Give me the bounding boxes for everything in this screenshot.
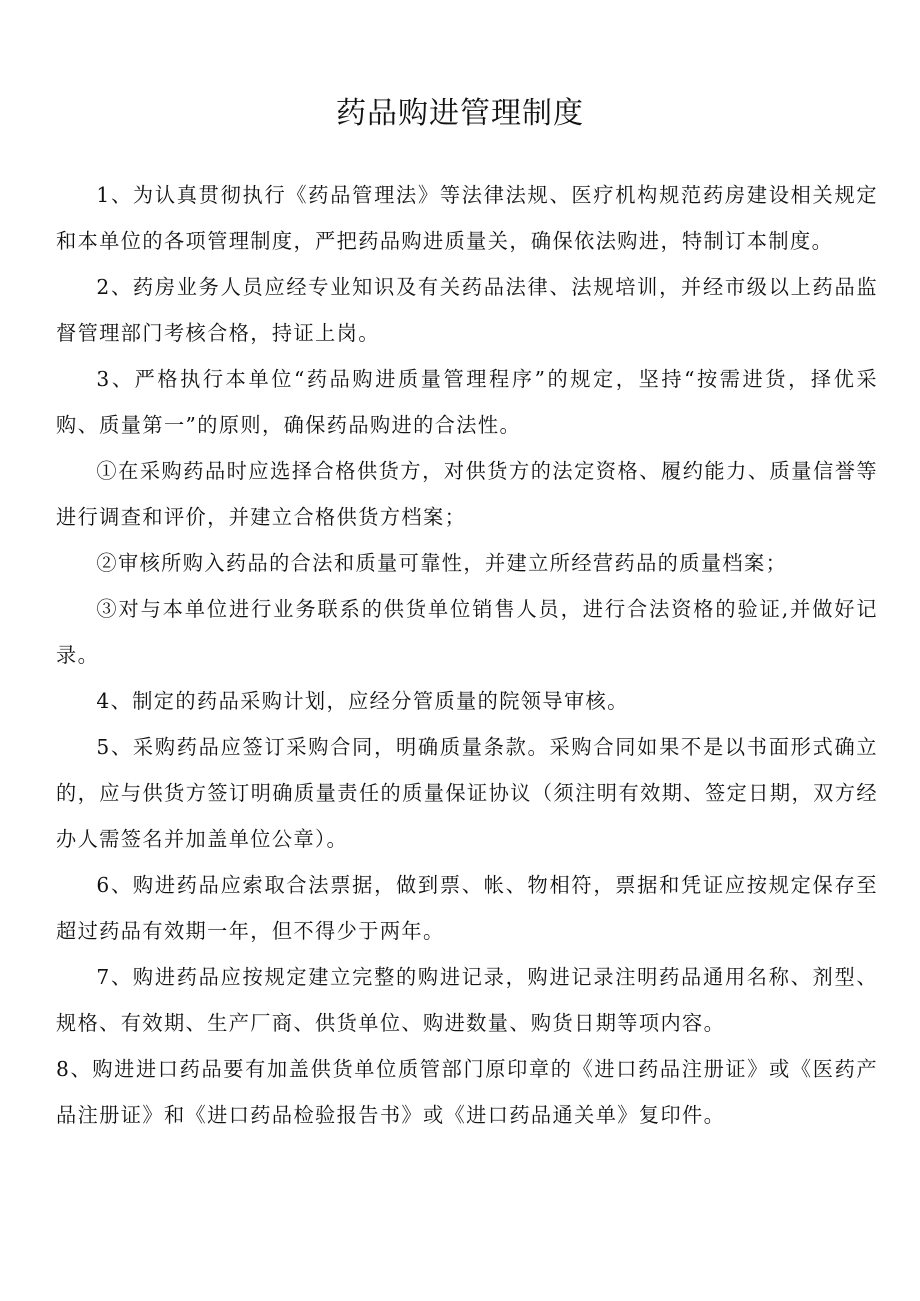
- paragraph-1: 1、为认真贯彻执行《药品管理法》等法律法规、医疗机构规范药房建设相关规定和本单位的各项管理制度，严把药品购进质量关，确保依法购进，特制订本制度。: [56, 183, 878, 253]
- paragraph-3-item-1: ①在采购药品时应选择合格供货方，对供货方的法定资格、履约能力、质量信誉等进行调查和评价，并建立合格供货方档案；: [56, 459, 878, 529]
- paragraph-3: 3、严格执行本单位“药品购进质量管理程序”的规定，坚持“按需进货，择优采购、质量第一”的原则，确保药品购进的合法性。: [56, 367, 878, 437]
- paragraph-3-item-3: ③对与本单位进行业务联系的供货单位销售人员，进行合法资格的验证,并做好记录。: [56, 597, 878, 667]
- paragraph-2: 2、药房业务人员应经专业知识及有关药品法律、法规培训，并经市级以上药品监督管理部门考核合格，持证上岗。: [56, 275, 878, 345]
- paragraph-7: 7、购进药品应按规定建立完整的购进记录，购进记录注明药品通用名称、剂型、规格、有效期、生产厂商、供货单位、购进数量、购货日期等项内容。: [56, 965, 878, 1035]
- document-body: [56, 172, 878, 1138]
- paragraph-6: 6、购进药品应索取合法票据，做到票、帐、物相符，票据和凭证应按规定保存至超过药品有效期一年，但不得少于两年。: [56, 873, 878, 943]
- paragraph-5: 5、采购药品应签订采购合同，明确质量条款。采购合同如果不是以书面形式确立的，应与供货方签订明确质量责任的质量保证协议（须注明有效期、签定日期，双方经办人需签名并加盖单位公章）。: [56, 735, 878, 851]
- paragraph-3-item-2: ②审核所购入药品的合法和质量可靠性，并建立所经营药品的质量档案；: [96, 551, 788, 575]
- paragraph-4: 4、制定的药品采购计划，应经分管质量的院领导审核。: [96, 689, 629, 713]
- paragraph-8: 8、购进进口药品要有加盖供货单位质管部门原印章的《进口药品注册证》或《医药产品注册证》和《进口药品检验报告书》或《进口药品通关单》复印件。: [56, 1057, 878, 1127]
- document-title: 药品购进管理制度: [336, 96, 584, 131]
